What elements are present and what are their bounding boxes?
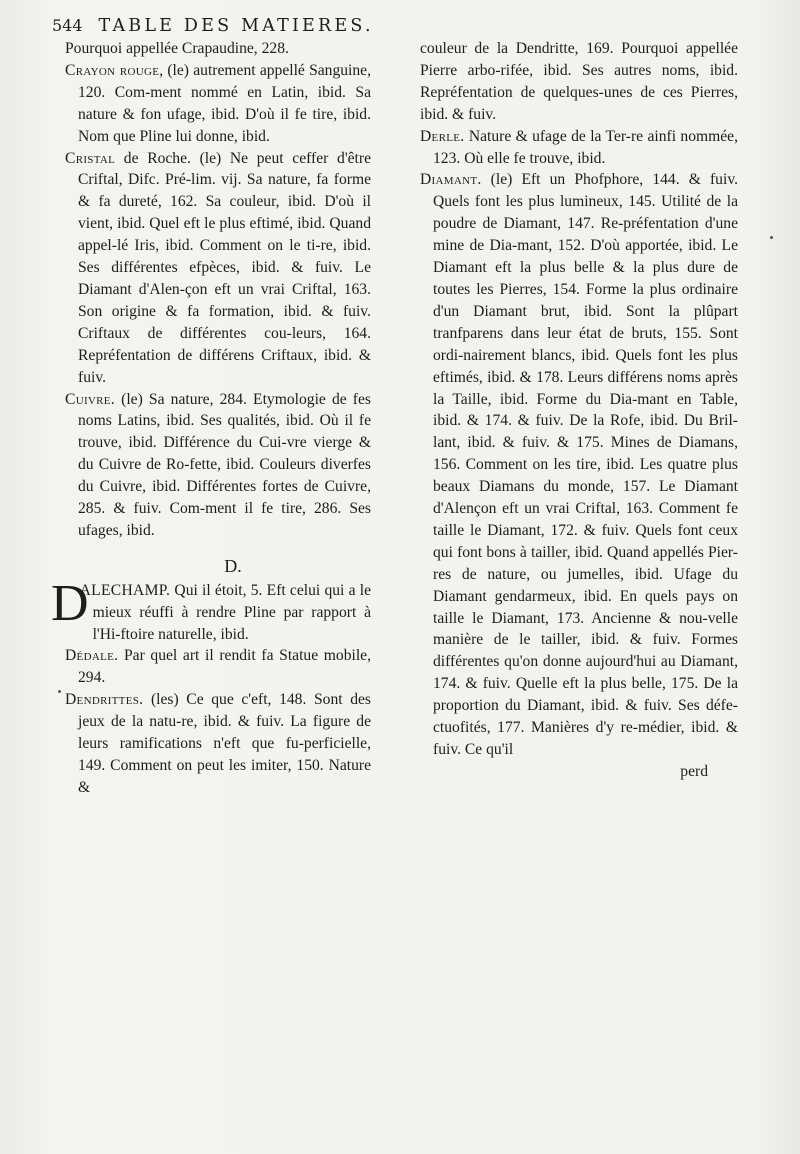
entry-headword: Derle. bbox=[420, 127, 465, 145]
entry-cuivre: Cuivre. (le) Sa nature, 284. Etymologie de fes noms Latins, ibid. Ses qualités, ibid. Où il fe trouve, ibid. Différence du Cui-vre vierge & du Cuivre de Ro-fette, ibid. Couleurs diverfes du Cuivre, ibid. Différentes fortes de Cuivre, 285. & fuiv. Com-ment il fe tire, 286. Ses ufages, ibid. bbox=[65, 390, 371, 539]
entry-dendrittes: Dendrittes. (les) Ce que c'eft, 148. Sont des jeux de la natu-re, ibid. & fuiv. La figure de leurs ramifications n'eft que fu-perficielle, 149. Comment on peut les imiter, 150. Nature & bbox=[65, 691, 371, 796]
entry-headword: Dendrittes. bbox=[65, 691, 144, 709]
entry-headword: Crayon rouge bbox=[65, 61, 160, 79]
entry-crapaudine-continued: Pourquoi appellée Crapaudine, 228. bbox=[65, 40, 289, 57]
entry-dalechamp: D ALECHAMP. Qui il étoit, 5. Eft celui qui a le mieux réuffi à rendre Pline par rapport à l'Hi-ftoire naturelle, ibid. bbox=[51, 574, 371, 643]
entry-headword: Cuivre. bbox=[65, 390, 116, 408]
running-title: TABLE DES MATIERES. bbox=[98, 16, 374, 36]
catchword: perd bbox=[680, 762, 708, 780]
entry-dedale: Dédale. Par quel art il rendit fa Statue mobile, 294. bbox=[65, 647, 371, 687]
entry-derle: Derle. Nature & ufage de la Ter-re ainfi nommée, 123. Où elle fe trouve, ibid. bbox=[420, 127, 738, 167]
right-column bbox=[420, 38, 738, 783]
page-number: 544 bbox=[52, 16, 83, 35]
entry-headword: Dédale. bbox=[65, 647, 119, 665]
entry-diamant: Diamant. (le) Eft un Phofphore, 144. & fuiv. Quels font les plus lumineux, 145. Utilité de la poudre de Diamant, 147. Re-préfentation d'une mine de Dia-mant, 152. D'où apportée, ibid. Le Diamant eft la plus belle & la plus dure de toutes les Pierres, 154. Forme la plus ordinaire d'un Diamant brut, ibid. Sont la plûpart tranfparens dans leur état de bruts, 155. Sont ordi-nairement blancs, ibid. Quels font les plus eftimés, ibid. & 178. Leurs différens noms après la Taille, ibid. Forme du Dia-mant en Table, ibid. & 174. & fuiv. De la Rofe, ibid. Du Bril-lant, ibid. & fuiv. & 175. Mines de Diamans, 156. Comment on les tire, ibid. Les quatre plus beaux Diamans du monde, 157. Le Diamant d'Alençon eft un vrai Criftal, 163. Comment fe taille le Diamant, 172. & fuiv. Quels font ceux qui font bons à tailler, ibid. Quand appellés Pier-res de nature, ou jumelles, ibid. Ufage du Diamant gendarmeux, ibid. En quels pays on taille le Diamant, 173. Ancienne & nou-velle manière de le tailler, ibid. & fuiv. Formes différentes qu'on donne aujourd'hui au Diamant, 174. & fuiv. Quelle eft la plus belle, 175. De la proportion du Diamant, ibid. & fuiv. Ses défe-ctuofités, 177. Manières d'y re-médier, ibid. & fuiv. Ce qu'il bbox=[420, 171, 738, 758]
entry-headword: Diamant. bbox=[420, 171, 482, 189]
paper-speck bbox=[770, 236, 773, 239]
drop-cap: D bbox=[51, 574, 89, 632]
left-column bbox=[51, 38, 372, 799]
entry-cristal: Cristal de Roche. (le) Ne peut ceffer d'être Criftal, Difc. Pré-lim. vij. Sa nature, fa forme & fa dureté, 162. Sa couleur, ibid. D'où il vient, ibid. Quel eft le plus eftimé, ibid. Quand appel-lé Iris, ibid. Comment on le ti-re, ibid. Ses différentes efpèces, ibid. & fuiv. Le Diamant d'Alen-çon eft un vrai Criftal, 163. Son origine & fa formation, ibid. & fuiv. Criftaux de différentes cou-leurs, 164. Repréfentation de différens Criftaux, ibid. & fuiv. bbox=[65, 149, 371, 386]
entry-dendrittes-continued: couleur de la Dendritte, 169. Pourquoi appellée Pierre arbo-rifée, ibid. Ses autres noms, ibid. Repréfentation de quelques-unes de ces Pierres, ibid. & fuiv. bbox=[420, 40, 738, 123]
entry-headword: Cristal bbox=[65, 149, 116, 167]
entry-crayon-rouge: Crayon rouge, (le) autrement appellé Sanguine, 120. Com-ment nommé en Latin, ibid. Sa nature & fon ufage, ibid. D'où il fe tire, ibid. Nom que Pline lui donne, ibid. bbox=[65, 61, 372, 145]
section-letter-d: D. bbox=[224, 555, 242, 576]
paper-speck bbox=[58, 690, 61, 693]
running-header bbox=[52, 16, 692, 40]
entry-headword: ALECHAMP. bbox=[79, 581, 171, 599]
